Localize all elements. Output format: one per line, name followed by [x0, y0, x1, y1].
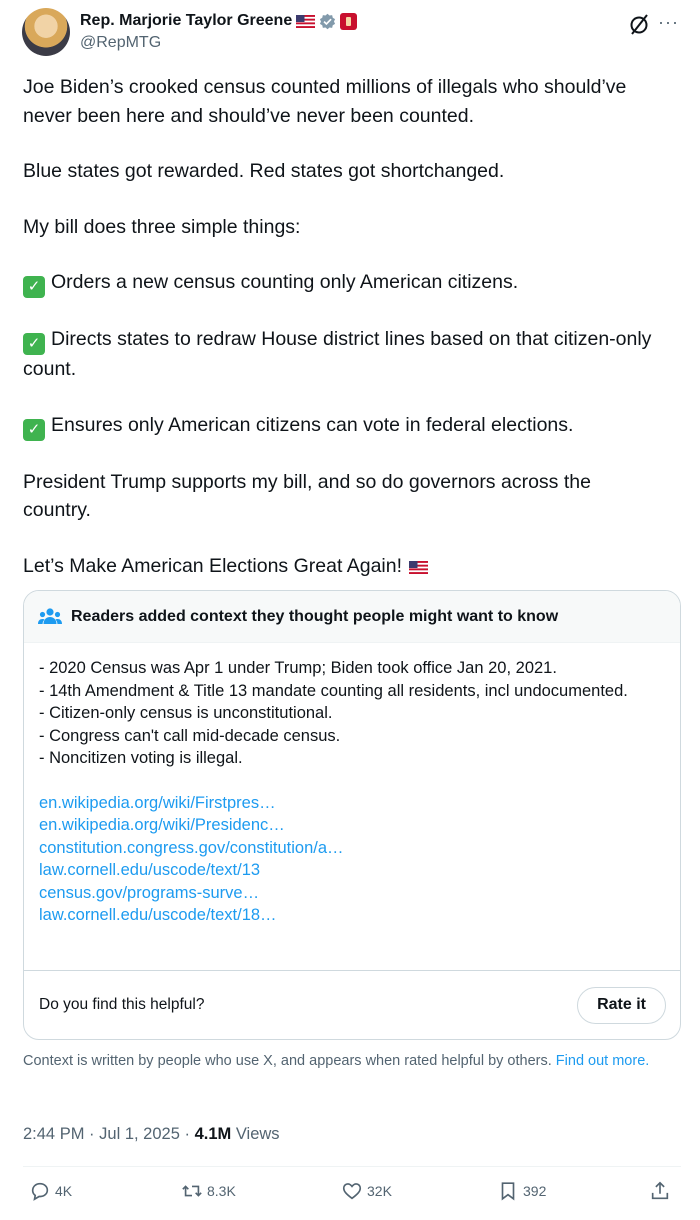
heart-icon [341, 1180, 363, 1202]
meta-separator: · [184, 1125, 195, 1143]
share-button[interactable] [649, 1180, 671, 1202]
tweet-paragraph: President Trump supports my bill, and so do governors across the country. [23, 470, 591, 521]
community-note-footer [24, 970, 680, 1039]
author-name[interactable]: Rep. Marjorie Taylor Greene [80, 12, 293, 29]
bookmark-count: 392 [523, 1183, 547, 1199]
community-note-header[interactable] [24, 591, 680, 643]
tweet-paragraph [23, 552, 663, 581]
bookmark-icon [497, 1180, 519, 1202]
us-flag-icon [296, 15, 315, 28]
avatar[interactable] [22, 8, 70, 56]
note-line: - 2020 Census was Apr 1 under Trump; Biden took office Jan 20, 2021. [39, 659, 557, 677]
views-count: 4.1M [194, 1125, 232, 1143]
author-handle[interactable]: @RepMTG [80, 34, 162, 51]
source-link[interactable]: law.cornell.edu/uscode/text/13 [39, 861, 261, 879]
tweet-time[interactable]: 2:44 PM [23, 1125, 85, 1143]
community-note-body [24, 643, 680, 927]
tweet-list-text: Directs states to redraw House district lines based on that citizen-only count. [23, 328, 652, 380]
tweet-paragraph: Blue states got rewarded. Red states got shortchanged. [23, 160, 505, 182]
note-line: - Congress can't call mid-decade census. [39, 726, 341, 745]
context-disclaimer [23, 1052, 673, 1071]
people-icon [38, 607, 62, 627]
community-note [23, 590, 681, 1040]
source-links [39, 792, 666, 927]
grok-icon[interactable] [626, 11, 652, 37]
meta-separator: · [89, 1125, 100, 1143]
rate-it-button[interactable]: Rate it [577, 987, 666, 1024]
source-link[interactable]: en.wikipedia.org/wiki/Firstpres… [39, 793, 276, 812]
tweet-text [23, 73, 663, 580]
author-name-row [80, 10, 357, 32]
check-mark-icon: ✓ [23, 276, 45, 298]
note-line: - Noncitizen voting is illegal. [39, 749, 243, 767]
tweet-list-item [23, 268, 663, 298]
tweet-date[interactable]: Jul 1, 2025 [99, 1125, 180, 1143]
source-link[interactable]: census.gov/programs-surve… [39, 883, 260, 902]
tweet-list-item [23, 325, 663, 384]
source-link[interactable]: law.cornell.edu/uscode/text/18… [39, 906, 277, 924]
tweet-list-text: Orders a new census counting only American citizens. [51, 271, 519, 293]
like-count: 32K [367, 1183, 392, 1199]
repost-button[interactable] [181, 1180, 236, 1202]
views-label: Views [235, 1125, 280, 1143]
tweet-meta [23, 1125, 280, 1144]
us-flag-icon [409, 561, 428, 574]
note-line: - 14th Amendment & Title 13 mandate counting all residents, incl undocumented. [39, 681, 628, 700]
action-bar [23, 1180, 681, 1212]
reply-icon [29, 1180, 51, 1202]
government-affiliation-icon[interactable] [340, 13, 357, 30]
check-mark-icon: ✓ [23, 333, 45, 355]
bookmark-button[interactable] [497, 1180, 546, 1202]
more-options-icon[interactable]: ··· [658, 12, 679, 32]
source-link[interactable]: en.wikipedia.org/wiki/Presidenc… [39, 816, 285, 834]
disclaimer-text: Context is written by people who use X, and appears when rated helpful by others. [23, 1053, 552, 1069]
community-note-lines [39, 657, 666, 770]
like-button[interactable] [341, 1180, 392, 1202]
tweet-paragraph: My bill does three simple things: [23, 215, 301, 238]
repost-count: 8.3K [207, 1183, 236, 1199]
check-mark-icon: ✓ [23, 419, 45, 441]
tweet-closing-text: Let’s Make American Elections Great Again! [23, 554, 403, 577]
tweet-list-text: Ensures only American citizens can vote in federal elections. [51, 413, 574, 436]
helpful-question: Do you find this helpful? [39, 996, 205, 1013]
reply-button[interactable] [29, 1180, 72, 1202]
divider [23, 1166, 681, 1167]
tweet-paragraph: Joe Biden’s crooked census counted millions of illegals who should’ve never been here and should’ve never been counted. [23, 76, 627, 127]
tweet-header [22, 8, 678, 60]
source-link[interactable]: constitution.congress.gov/constitution/a… [39, 838, 344, 857]
note-line: - Citizen-only census is unconstitutional. [39, 704, 333, 722]
verified-badge-icon[interactable] [319, 13, 336, 30]
community-note-title: Readers added context they thought people might want to know [71, 607, 559, 625]
tweet-list-item [23, 411, 663, 441]
find-out-more-link[interactable]: Find out more. [555, 1053, 650, 1069]
repost-icon [181, 1180, 203, 1202]
reply-count: 4K [55, 1183, 73, 1199]
share-icon [649, 1180, 671, 1202]
